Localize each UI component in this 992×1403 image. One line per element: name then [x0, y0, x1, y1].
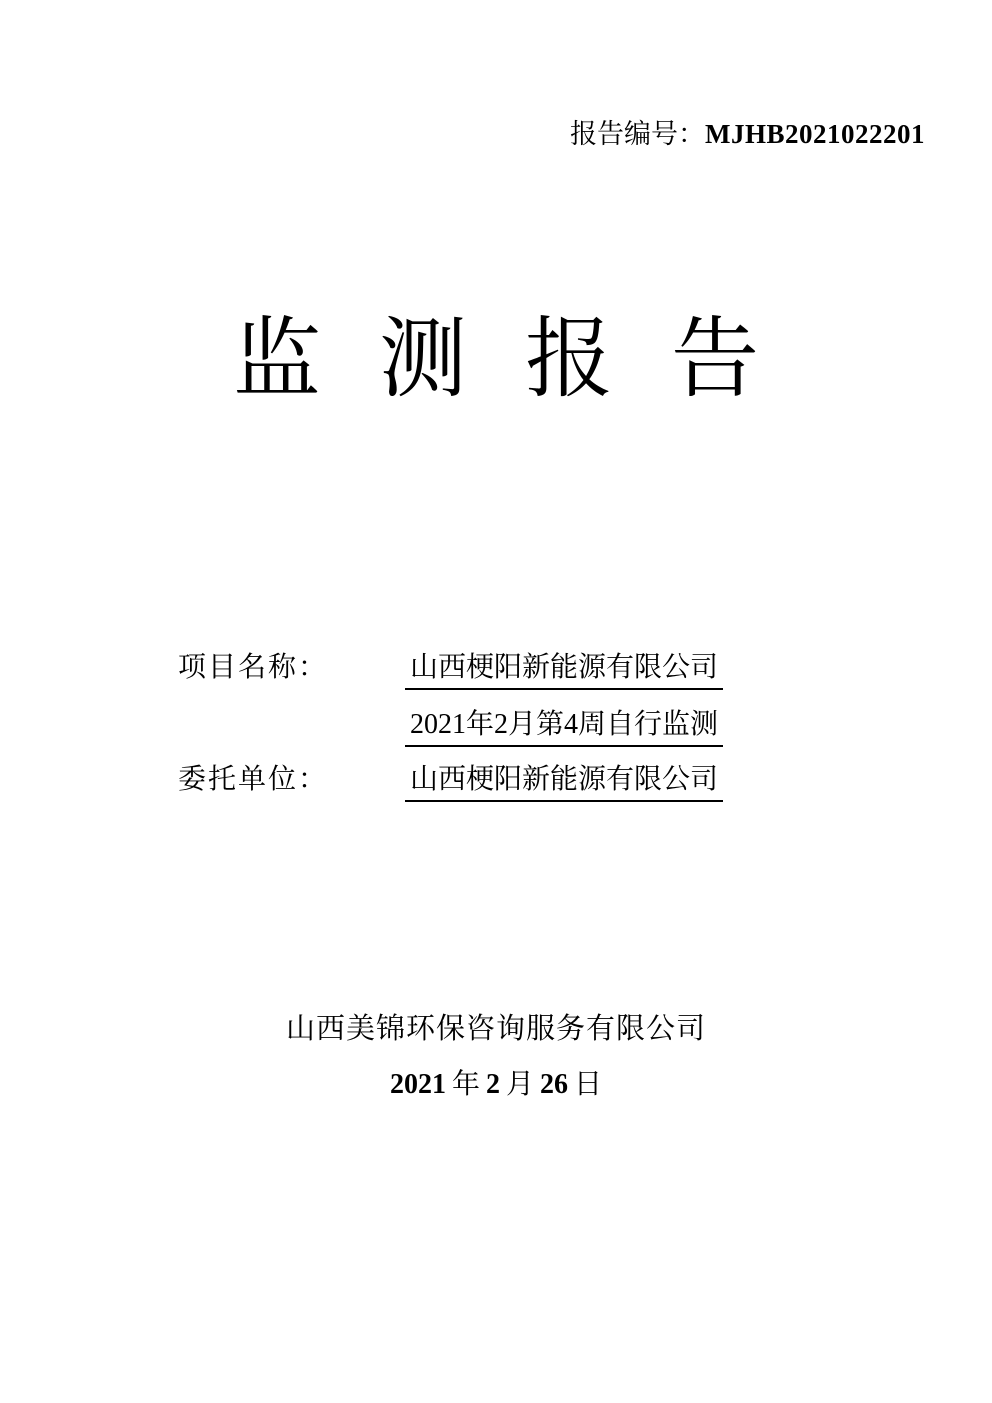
report-date-day: 26 [540, 1069, 568, 1100]
project-name-value-line2: 2021年2月第4周自行监测 [405, 707, 723, 747]
project-name-value-line1: 山西梗阳新能源有限公司 [405, 650, 723, 690]
issuing-company-name: 山西美锦环保咨询服务有限公司 [285, 1013, 706, 1045]
report-date-month: 2 [485, 1069, 500, 1100]
client-unit-value-column [338, 762, 790, 802]
project-name-row-continued [0, 707, 992, 751]
project-name-value-column-2 [338, 707, 790, 747]
report-number-label: 报告编号： [570, 119, 705, 149]
project-name-label: 项目名称： [178, 652, 329, 683]
report-date-year: 2021 [389, 1069, 446, 1100]
report-number-value: MJHB2021022201 [705, 119, 925, 149]
document-title: 监测报告 [232, 312, 817, 409]
project-name-value-column [338, 650, 790, 690]
report-date-month-unit: 月 [505, 1069, 534, 1100]
client-unit-label: 委托单位： [178, 764, 329, 795]
project-name-row [0, 650, 992, 694]
report-date-day-unit: 日 [574, 1069, 603, 1100]
report-date-year-unit: 年 [451, 1069, 480, 1100]
client-unit-value: 山西梗阳新能源有限公司 [405, 762, 723, 802]
client-unit-row [0, 762, 992, 806]
report-date [0, 1068, 992, 1102]
report-number [570, 118, 925, 150]
